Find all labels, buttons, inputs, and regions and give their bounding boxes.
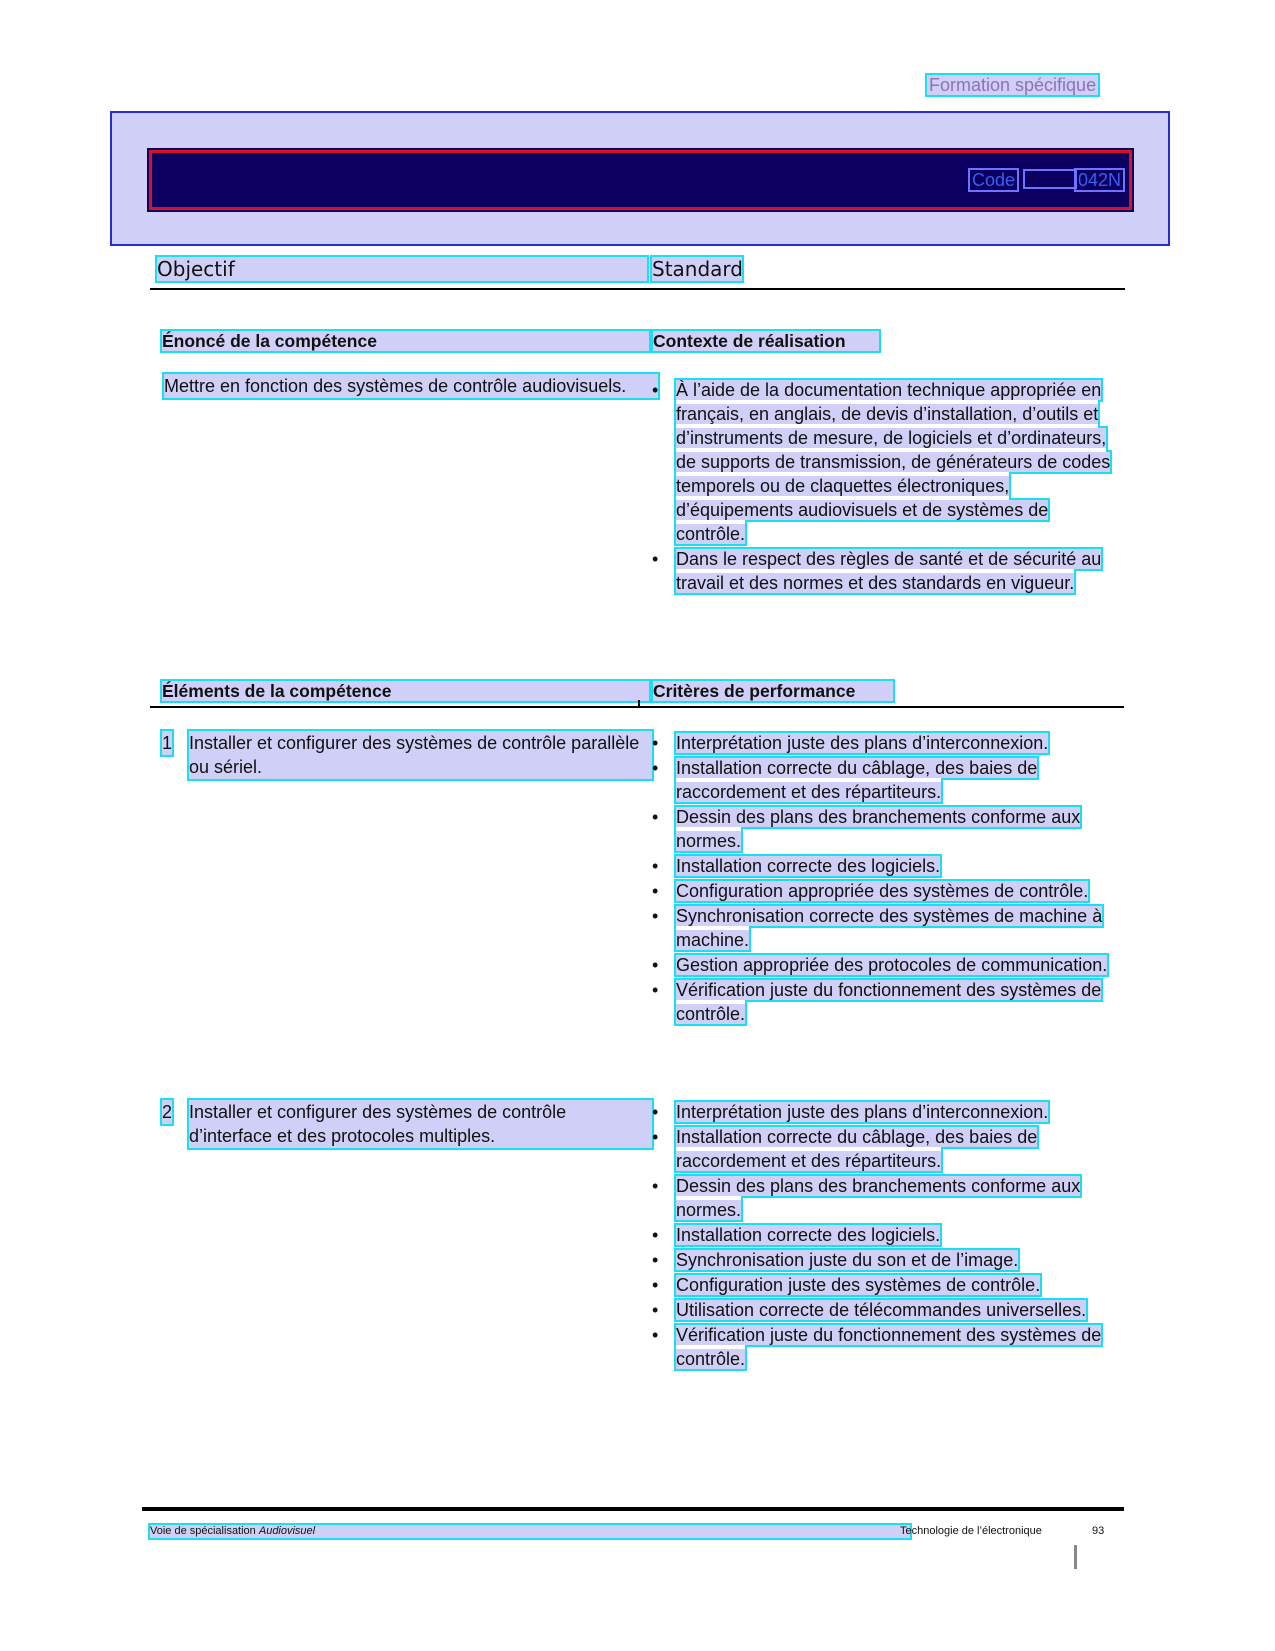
list-item: • À l’aide de la documentation technique appropriée en français, en anglais, de devis d’installation, d’outils et d’instruments de mesure, de logiciels et d’ordinateurs, de supports de transmission, de générateurs de codes temporels ou de claquettes électroniques, d’équipements audiovisuels et de systèmes de contrôle. xyxy=(652,380,1111,544)
bullet-icon: • xyxy=(652,1102,659,1122)
bullet-icon: • xyxy=(652,733,659,753)
bullet-icon: • xyxy=(652,881,659,901)
objective-heading: Objectif xyxy=(157,257,647,281)
list-item: • Dessin des plans des branchements conforme aux normes. xyxy=(652,1176,1081,1220)
list-item: • Vérification juste du fonctionnement des systèmes de contrôle. xyxy=(652,1325,1102,1369)
list-item: • Configuration juste des systèmes de contrôle. xyxy=(652,1275,1041,1295)
list-item: • Installation correcte du câblage, des baies de raccordement et des répartiteurs. xyxy=(652,1127,1038,1171)
element-number: 1 xyxy=(162,733,173,753)
bullet-icon: • xyxy=(652,1275,659,1295)
competence-element xyxy=(162,731,652,779)
bullet-icon: • xyxy=(652,856,659,876)
code-value: 042N xyxy=(1078,170,1122,190)
bullet-icon: • xyxy=(652,955,659,975)
bullet-icon: • xyxy=(652,380,659,400)
table-header-divider xyxy=(150,706,1124,708)
page-number: 93 xyxy=(1092,1525,1105,1537)
list-item: • Dessin des plans des branchements conforme aux normes. xyxy=(652,807,1081,851)
context-heading: Contexte de réalisation xyxy=(653,331,879,351)
bullet-icon: • xyxy=(652,758,659,778)
context-list xyxy=(652,378,1122,596)
bullet-icon: • xyxy=(652,807,659,827)
list-item: • Synchronisation correcte des systèmes de machine à machine. xyxy=(652,906,1103,950)
bullet-icon: • xyxy=(652,1176,659,1196)
list-item: • Installation correcte du câblage, des baies de raccordement et des répartiteurs. xyxy=(652,758,1038,802)
criteria-list xyxy=(652,1100,1122,1372)
bullet-icon: • xyxy=(652,549,659,569)
criteria-list xyxy=(652,731,1122,1027)
code-separator xyxy=(1025,171,1075,187)
competence-statement: Mettre en fonction des systèmes de contrôle audiovisuels. xyxy=(164,374,658,398)
bullet-icon: • xyxy=(652,1325,659,1345)
bullet-icon: • xyxy=(652,980,659,1000)
element-number: 2 xyxy=(162,1102,173,1122)
document-category-label: Formation spécifique xyxy=(929,75,1097,95)
element-text: Installer et configurer des systèmes de contrôle parallèle ou sériel. xyxy=(189,731,652,779)
element-text: Installer et configurer des systèmes de contrôle d’interface et des protocoles multiples. xyxy=(189,1100,652,1148)
list-item: • Gestion appropriée des protocoles de communication. xyxy=(652,955,1108,975)
page-marker xyxy=(1074,1545,1077,1569)
code-label: Code xyxy=(972,170,1016,190)
list-item: • Interprétation juste des plans d’interconnexion. xyxy=(652,1102,1049,1122)
standard-heading: Standard xyxy=(652,257,743,281)
footer-divider xyxy=(142,1507,1124,1511)
footer-program: Voie de spécialisation Audiovisuel xyxy=(150,1525,910,1538)
list-item: • Installation correcte des logiciels. xyxy=(652,856,941,876)
bullet-icon: • xyxy=(652,1127,659,1147)
list-item: • Configuration appropriée des systèmes de contrôle. xyxy=(652,881,1089,901)
criteria-heading: Critères de performance xyxy=(653,681,893,701)
list-item: • Installation correcte des logiciels. xyxy=(652,1225,941,1245)
elements-heading: Éléments de la compétence xyxy=(162,681,649,701)
bullet-icon: • xyxy=(652,906,659,926)
bullet-icon: • xyxy=(652,1250,659,1270)
footer-program-name: Audiovisuel xyxy=(258,1525,316,1537)
column-divider xyxy=(638,700,640,708)
list-item: • Synchronisation juste du son et de l’image. xyxy=(652,1250,1019,1270)
competence-element xyxy=(162,1100,652,1148)
section-divider xyxy=(150,288,1125,290)
list-item: • Utilisation correcte de télécommandes universelles. xyxy=(652,1300,1087,1320)
list-item: • Interprétation juste des plans d’interconnexion. xyxy=(652,733,1049,753)
statement-heading: Énoncé de la compétence xyxy=(162,331,649,351)
list-item: • Vérification juste du fonctionnement des systèmes de contrôle. xyxy=(652,980,1102,1024)
list-item: • Dans le respect des règles de santé et de sécurité au travail et des normes et des standards en vigueur. xyxy=(652,549,1102,593)
bullet-icon: • xyxy=(652,1300,659,1320)
footer-program-title: Technologie de l’électronique xyxy=(900,1525,1042,1537)
bullet-icon: • xyxy=(652,1225,659,1245)
